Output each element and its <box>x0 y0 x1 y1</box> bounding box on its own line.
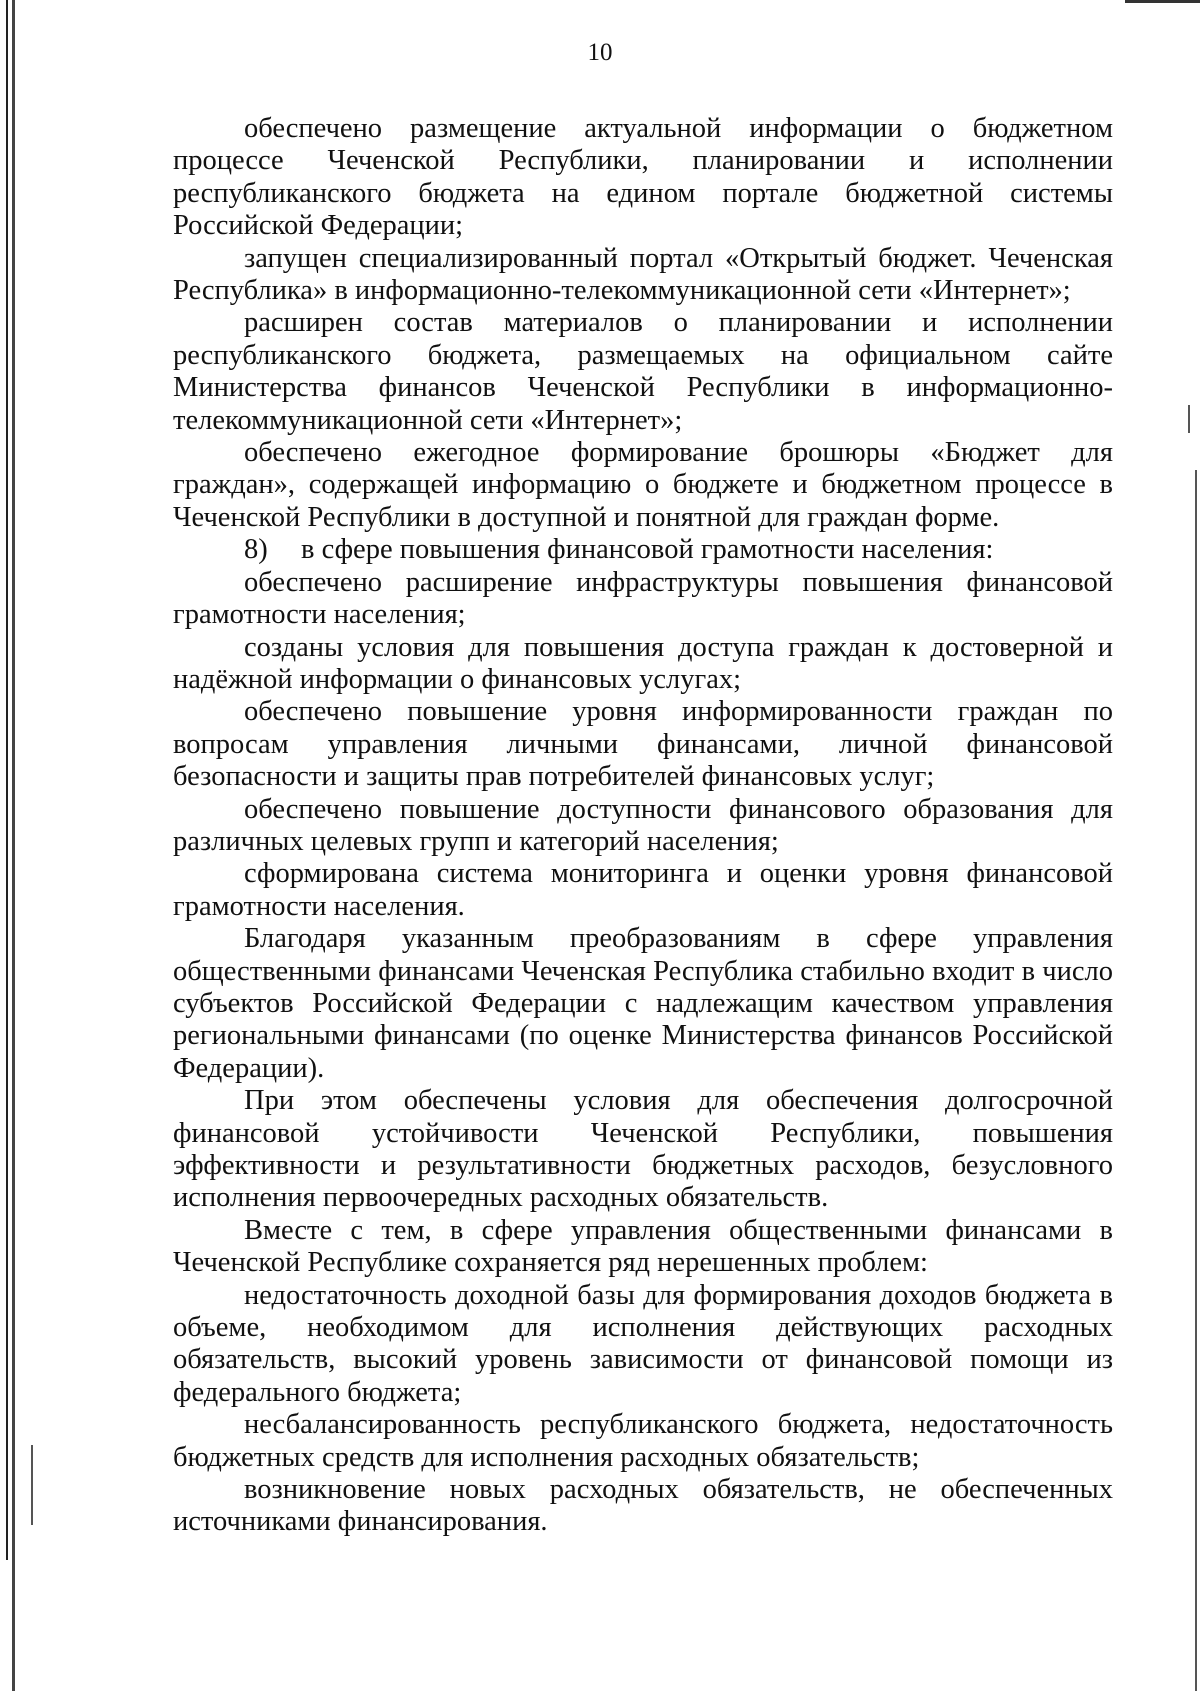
scan-artifact-mark <box>1188 405 1190 433</box>
paragraph: обеспечено размещение актуальной информации о бюджетном процессе Чеченской Республики, планировании и исполнении республиканского бюджета на едином портале бюджетной системы Российской Федерации; <box>173 113 1113 242</box>
paragraph: несбалансированность республиканского бюджета, недостаточность бюджетных средств для исполнения расходных обязательств; <box>173 1409 1113 1473</box>
document-body <box>173 113 1113 1539</box>
paragraph: обеспечено ежегодное формирование брошюры «Бюджет для граждан», содержащей информацию о бюджете и бюджетном процессе в Чеченской Республики в доступной и понятной для граждан форме. <box>173 437 1113 533</box>
paragraph: Благодаря указанным преобразованиям в сфере управления общественными финансами Чеченская Республика стабильно входит в число субъектов Российской Федерации с надлежащим качеством управления региональными финансами (по оценке Министерства финансов Российской Федерации). <box>173 923 1113 1084</box>
item-number: 8) <box>244 534 268 566</box>
paragraph: обеспечено расширение инфраструктуры повышения финансовой грамотности населения; <box>173 566 1113 631</box>
paragraph: обеспечено повышение доступности финансового образования для различных целевых групп и категорий населения; <box>173 793 1113 857</box>
page-number: 10 <box>587 39 613 66</box>
numbered-item <box>173 534 1113 566</box>
scan-border-line <box>6 0 8 1560</box>
scan-border-line <box>1195 470 1197 1691</box>
paragraph: сформирована система мониторинга и оценки уровня финансовой грамотности населения. <box>173 858 1113 922</box>
paragraph: обеспечено повышение уровня информированности граждан по вопросам управления личными финансами, личной финансовой безопасности и защиты прав потребителей финансовых услуг; <box>173 696 1113 793</box>
item-text: в сфере повышения финансовой грамотности населения: <box>301 534 994 566</box>
paragraph: запущен специализированный портал «Открытый бюджет. Чеченская Республика» в информационно-телекоммуникационной сети «Интернет»; <box>173 242 1113 307</box>
scan-artifact-mark <box>1125 0 1200 3</box>
paragraph: расширен состав материалов о планировании и исполнении республиканского бюджета, размещаемых на официальном сайте Министерства финансов Чеченской Республики в информационно-телекоммуникационной сети «Интернет»; <box>173 307 1113 436</box>
paragraph: созданы условия для повышения доступа граждан к достоверной и надёжной информации о финансовых услугах; <box>173 631 1113 695</box>
scan-border-line <box>12 0 15 1691</box>
paragraph: возникновение новых расходных обязательств, не обеспеченных источниками финансирования. <box>173 1474 1113 1538</box>
paragraph: При этом обеспечены условия для обеспечения долгосрочной финансовой устойчивости Чеченской Республики, повышения эффективности и результативности бюджетных расходов, безусловного исполнения первоочередных расходных обязательств. <box>173 1085 1113 1214</box>
paragraph: недостаточность доходной базы для формирования доходов бюджета в объеме, необходимом для исполнения действующих расходных обязательств, высокий уровень зависимости от финансовой помощи из федерального бюджета; <box>173 1279 1113 1408</box>
paragraph: Вместе с тем, в сфере управления общественными финансами в Чеченской Республике сохраняется ряд нерешенных проблем: <box>173 1214 1113 1279</box>
scan-artifact-mark <box>31 1445 33 1525</box>
